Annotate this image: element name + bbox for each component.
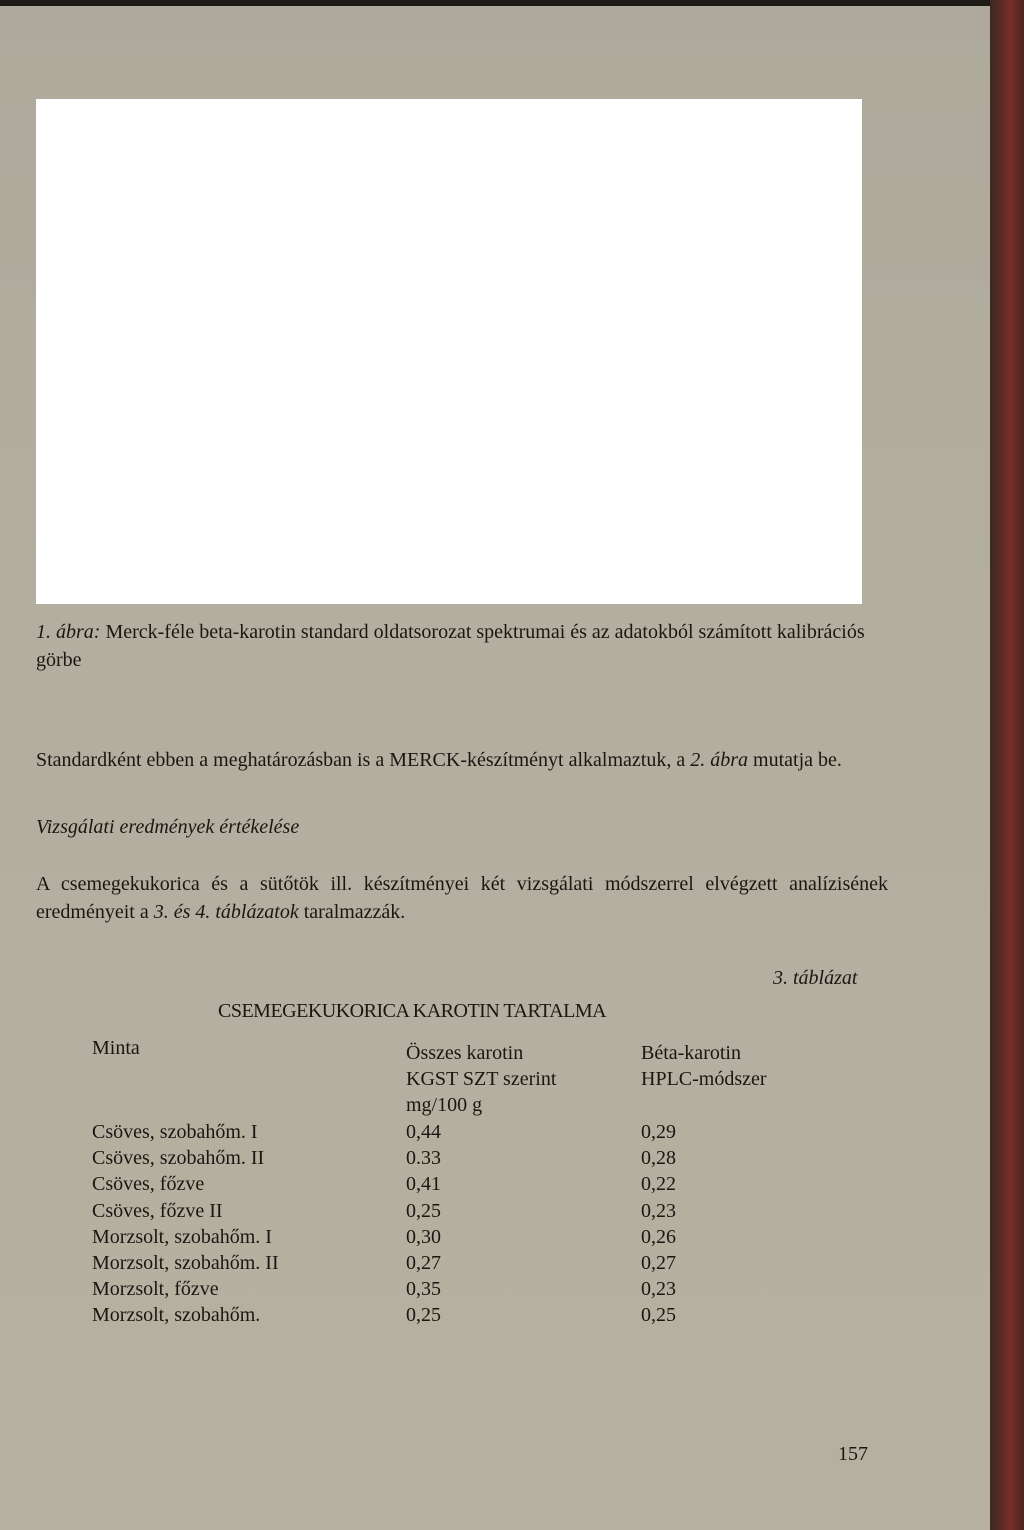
- cell-beta: 0,28: [641, 1147, 676, 1170]
- table-row: [92, 1276, 812, 1302]
- table-body: [92, 1119, 812, 1329]
- paragraph-results-before: A csemegekukorica és a sütőtök ill. készítményei két vizsgálati módszerrel elvégzett analízisének eredményeit a: [36, 873, 888, 923]
- cell-osszes: 0,30: [406, 1225, 441, 1248]
- cell-beta: 0,27: [641, 1251, 676, 1274]
- table-title: CSEMEGEKUKORICA KAROTIN TARTALMA: [218, 1000, 607, 1022]
- header-line: mg/100 g: [406, 1094, 483, 1116]
- cell-osszes: 0,25: [406, 1304, 441, 1327]
- cell-minta: Csöves, főzve II: [92, 1199, 223, 1222]
- table-row: [92, 1119, 812, 1145]
- paragraph-results-after: taralmazzák.: [298, 901, 406, 923]
- header-line: Összes karotin: [406, 1042, 524, 1064]
- book-binding-edge: [990, 0, 1024, 1530]
- cell-beta: 0,25: [641, 1304, 676, 1327]
- cell-minta: Csöves, szobahőm. I: [92, 1121, 258, 1143]
- paragraph-standard: [36, 746, 888, 774]
- figure-caption-prefix: 1. ábra:: [36, 621, 101, 643]
- table-row: [92, 1171, 812, 1197]
- cell-beta: 0,23: [641, 1199, 676, 1222]
- cell-minta: Csöves, szobahőm. II: [92, 1147, 265, 1170]
- header-line: Béta-karotin: [641, 1042, 741, 1064]
- table-header-beta-karotin: [641, 1040, 767, 1092]
- cell-beta: 0,29: [641, 1121, 676, 1143]
- cell-osszes: 0,41: [406, 1173, 441, 1196]
- section-heading: Vizsgálati eredmények értékelése: [36, 816, 300, 838]
- table-label: 3. táblázat: [773, 967, 858, 989]
- table-row: [92, 1250, 812, 1276]
- table-header-minta: Minta: [92, 1037, 140, 1059]
- header-line: HPLC-módszer: [641, 1068, 767, 1090]
- figure-caption: [36, 618, 876, 674]
- table-row: [92, 1302, 812, 1328]
- cell-beta: 0,22: [641, 1173, 676, 1196]
- paragraph-results: [36, 870, 888, 926]
- table-header-osszes-karotin: [406, 1040, 556, 1118]
- page-number: 157: [838, 1443, 868, 1465]
- table-row: [92, 1224, 812, 1250]
- cell-osszes: 0,27: [406, 1251, 441, 1274]
- table-row: [92, 1145, 812, 1171]
- paragraph-results-ref: 3. és 4. táblázatok: [153, 901, 299, 923]
- cell-minta: Morzsolt, szobahőm.: [92, 1304, 261, 1327]
- cell-minta: Morzsolt, főzve: [92, 1278, 219, 1301]
- cell-minta: Morzsolt, szobahőm. II: [92, 1251, 279, 1274]
- paragraph-standard-after: mutatja be.: [748, 749, 842, 771]
- cell-beta: 0,23: [641, 1278, 676, 1301]
- cell-osszes: 0,25: [406, 1199, 441, 1222]
- cell-osszes: 0,44: [406, 1121, 441, 1143]
- cell-osszes: 0,35: [406, 1278, 441, 1301]
- cell-osszes: 0.33: [406, 1147, 441, 1170]
- paragraph-standard-ref: 2. ábra: [690, 749, 749, 771]
- paragraph-standard-before: Standardként ebben a meghatározásban is a MERCK-készítményt alkalmaztuk, a: [36, 749, 691, 771]
- scan-top-edge: [0, 0, 990, 6]
- figure-placeholder: [36, 99, 862, 604]
- table-row: [92, 1198, 812, 1224]
- header-line: KGST SZT szerint: [406, 1068, 557, 1090]
- cell-minta: Csöves, főzve: [92, 1173, 205, 1196]
- cell-beta: 0,26: [641, 1225, 676, 1248]
- figure-caption-text: Merck-féle beta-karotin standard oldatsorozat spektrumai és az adatokból számított kalibrációs görbe: [36, 621, 865, 671]
- cell-minta: Morzsolt, szobahőm. I: [92, 1225, 272, 1248]
